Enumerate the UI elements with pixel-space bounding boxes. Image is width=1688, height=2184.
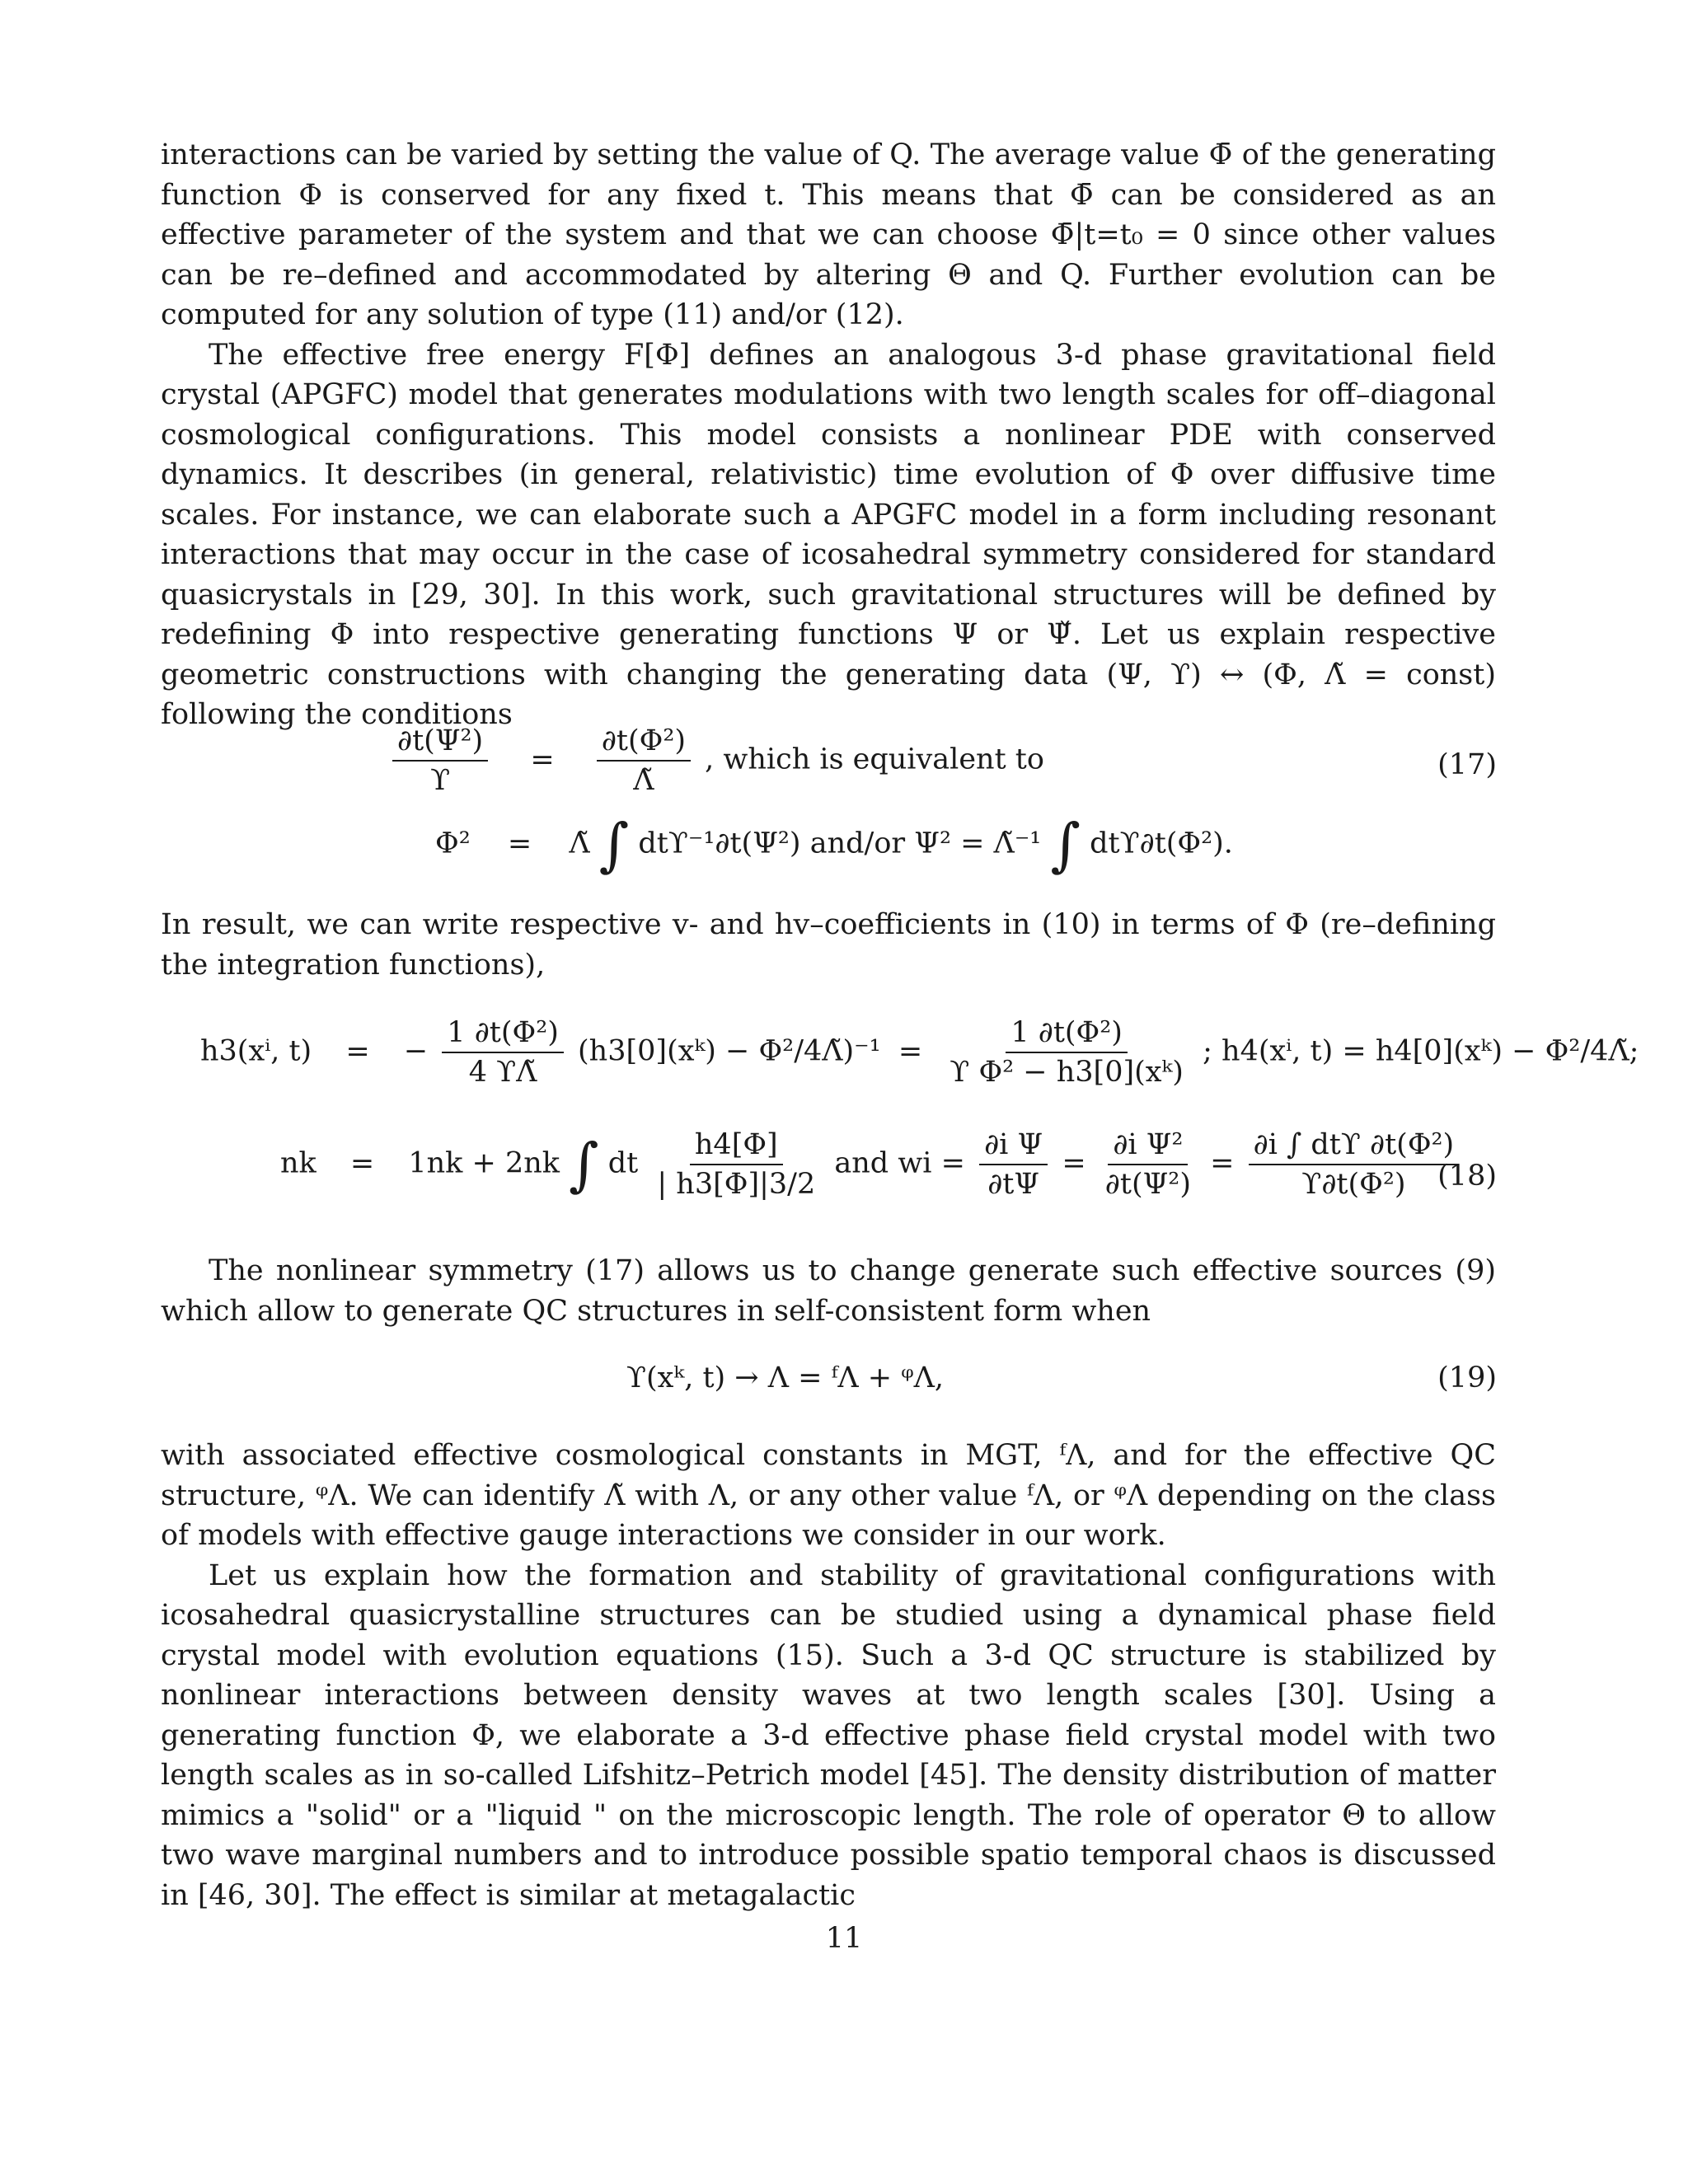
fraction: $\frac{\text{∂i Ψ}}{\partial t\Psi}$ — [979, 1127, 1048, 1202]
equation-17-row-1: $\frac{\text{∂t(Ψ²)}}{ϒ}$ = $\frac{\text{∂t(Φ²)}}{\Lambdã}$ , which is equivalent to — [387, 724, 1044, 798]
integral-sign: ∫ — [569, 1131, 599, 1198]
paragraph: The effective free energy F[Φ] defines an analogous 3-d phase gravitational field crystal (APGFC) model that generates modulations with two length scales for off–diagonal cosmological configurations. This model consists a nonlinear PDE with conserved dynamics. It describes (in general, relativistic) time evolution of Φ over diffusive time scales. For instance, we can elaborate such a APGFC model in a form including resonant interactions that may occur in the case of icosahedral symmetry considered for standard quasicrystals in [29, 30]. In this work, such gravitational structures will be defined by redefining Φ into respective generating functions Ψ or Ψ̌. Let us explain respective geometric constructions with changing the generating data (Ψ, ϒ) ↔ (Φ, Λ̃ = const) following the conditions — [161, 338, 1497, 731]
text-block-lower — [161, 1251, 1496, 1331]
fraction: $\frac{\text{1 ∂t(Φ²)}}{4 ϒ\Lambdã}$ — [442, 1015, 564, 1090]
fraction: $\frac{\text{∂t(Φ²)}}{\Lambdã}$ — [597, 724, 691, 798]
text-block-bottom — [161, 1436, 1496, 1915]
fraction: $\frac{\text{∂i Ψ²}}{\text{∂t(Ψ²)}}$ — [1104, 1128, 1191, 1201]
text-block-middle — [161, 905, 1496, 985]
paragraph: In result, we can write respective v- and hv–coefficients in (10) in terms of Φ (re–defining the integration functions), — [161, 908, 1496, 982]
equation-17-row-2: Φ² = Λ̃ ∫ dtϒ⁻¹∂t(Ψ²) and/or Ψ² = Λ̃⁻¹ ∫ dtϒ∂t(Φ²). — [435, 811, 1233, 879]
fraction: $\frac{\text{∂t(Ψ²)}}{ϒ}$ — [392, 724, 488, 798]
fraction: $\frac{\text{∂i ∫ dtϒ ∂t(Φ²)}}{\text{ϒ∂t(Φ²)}}$ — [1249, 1127, 1460, 1202]
equation-19: ϒ(xᵏ, t) → Λ = ᶠΛ + ᵠΛ, — [626, 1361, 945, 1394]
paragraph: interactions can be varied by setting the value of Q. The average value Φ̄ of the generating function Φ is conserved for any fixed t. This means that Φ̄ can be considered as an effective parameter of the system and that we can choose Φ̄|t=t₀ = 0 since other values can be re–defined and accommodated by altering Θ and Q. Further evolution can be computed for any solution of type (11) and/or (12). — [161, 138, 1496, 331]
page-number: 11 — [825, 1922, 863, 1955]
equation-number: (19) — [1437, 1361, 1497, 1394]
fraction: $\frac{h4[\Phi]}{| h3[\Phi]|3/2}$ — [657, 1128, 816, 1201]
equation-number: (18) — [1437, 1160, 1497, 1193]
fraction: $\frac{\text{1 ∂t(Φ²)}}{\text{ϒ Φ² − h3[0](xᵏ)}}$ — [950, 1016, 1184, 1089]
paragraph: Let us explain how the formation and stability of gravitational configurations with icosahedral quasicrystalline structures can be studied using a dynamical phase field crystal model with evolution equations (15). Such a 3-d QC structure is stabilized by nonlinear interactions between density waves at two length scales [30]. Using a generating function Φ, we elaborate a 3-d effective phase field crystal model with two length scales as in so-called Lifshitz–Petrich model [45]. The density distribution of matter mimics a "solid" or a "liquid " on the microscopic length. The role of operator Θ to allow two wave marginal numbers and to introduce possible spatio temporal chaos is discussed in [46, 30]. The effect is similar at metagalactic — [161, 1558, 1496, 1912]
integral-sign: ∫ — [1050, 811, 1081, 879]
paragraph: with associated effective cosmological constants in MGT, ᶠΛ, and for the effective QC structure, ᵠΛ. We can identify Λ̃ with Λ, or any other value ᶠΛ, or ᵠΛ depending on the class of models with effective gauge interactions we consider in our work. — [161, 1439, 1496, 1552]
equation-18-row-2: nk = 1nk + 2nk ∫ dt $\frac{h4[\Phi]}{| h3[\Phi]|3/2}$ and wi = $\frac{\text{∂i Ψ}}{\partial t\Psi}$ = $\frac{\text{∂i Ψ²}}{\text{∂t(Ψ²)}}$ = $\frac{\text{∂i ∫ dtϒ ∂t(Φ²)}}{\text{ϒ∂t(Φ²)}}$ — [280, 1127, 1464, 1202]
equation-18-row-1: h3(xⁱ, t) = − $\frac{\text{1 ∂t(Φ²)}}{4 ϒ\Lambdã}$ (h3[0](xᵏ) − Φ²/4Λ̃)⁻¹ = $\frac{\text{1 ∂t(Φ²)}}{\text{ϒ Φ² − h3[0](xᵏ)}}$ ; h4(xⁱ, t) = h4[0](xᵏ) − Φ²/4Λ̃; — [200, 1016, 1639, 1089]
equation-number: (17) — [1437, 748, 1497, 781]
text-block-top — [161, 135, 1496, 735]
integral-sign: ∫ — [598, 811, 630, 879]
paragraph: The nonlinear symmetry (17) allows us to change generate such effective sources (9) which allow to generate QC structures in self-consistent form when — [161, 1254, 1496, 1328]
